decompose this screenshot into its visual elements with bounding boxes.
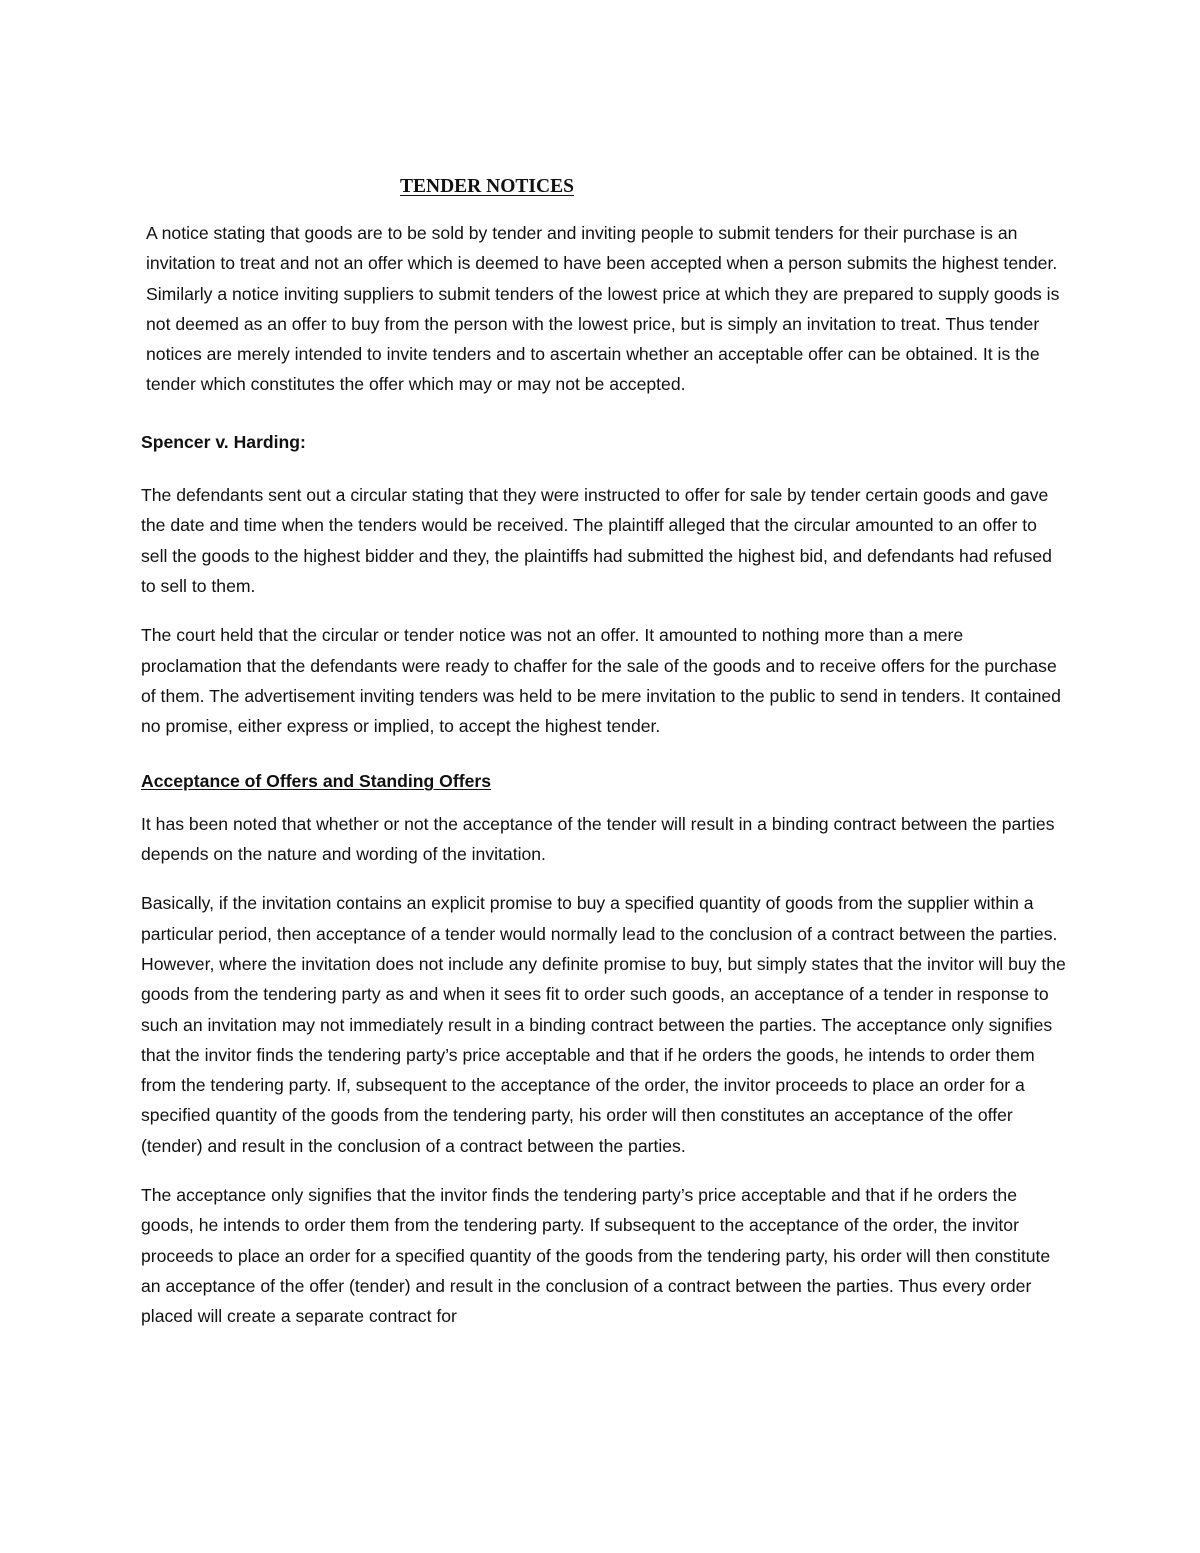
section-intro-paragraph: It has been noted that whether or not the acceptance of the tender will result in a binding contract between the parties depends on the nature and wording of the invitation. [141,813,1055,865]
intro-paragraph: A notice stating that goods are to be sold by tender and inviting people to submit tenders for their purchase is an invitation to treat and not an offer which is deemed to have been accepted when a person submits the highest tender. Similarly a notice inviting suppliers to submit tenders of the lowest price at which they are prepared to supply goods is not deemed as an offer to buy from the person with the lowest price, but is simply an invitation to treat. Thus tender notices are merely intended to invite tenders and to ascertain whether an acceptable offer can be obtained. It is the tender which constitutes the offer which may or may not be accepted. [146,223,1060,395]
section-final-paragraph: The acceptance only signifies that the invitor finds the tendering party’s price acceptable and that if he orders the goods, he intends to order them from the tendering party. If subsequent to the acceptance of the order, the invitor proceeds to place an order for a specified quantity of the goods from the tendering party, his order will then constitute an acceptance of the offer (tender) and result in the conclusion of a contract between the parties. Thus every order placed will create a separate contract for [141,1185,1051,1327]
document-title: TENDER NOTICES [400,176,574,197]
document-body [141,172,1066,1332]
case-facts-paragraph: The defendants sent out a circular stating that they were instructed to offer for sale by tender certain goods and gave the date and time when the tenders would be received. The plaintiff alleged that the circular amounted to an offer to sell the goods to the highest bidder and they, the plaintiffs had submitted the highest bid, and defendants had refused to sell to them. [141,485,1052,596]
section-basically-paragraph: Basically, if the invitation contains an explicit promise to buy a specified quantity of goods from the supplier within a particular period, then acceptance of a tender would normally lead to the conclusion of a contract between the parties. However, where the invitation does not include any definite promise to buy, but simply states that the invitor will buy the goods from the tendering party as and when it sees fit to order such goods, an acceptance of a tender in response to such an invitation may not immediately result in a binding contract between the parties. The acceptance only signifies that the invitor finds the tendering party’s price acceptable and that if he orders the goods, he intends to order them from the tendering party. If, subsequent to the acceptance of the order, the invitor proceeds to place an order for a specified quantity of the goods from the tendering party, his order will then constitutes an acceptance of the offer (tender) and result in the conclusion of a contract between the parties. [141,893,1066,1156]
case-holding-paragraph: The court held that the circular or tender notice was not an offer. It amounted to nothing more than a mere proclamation that the defendants were ready to chaffer for the sale of the goods and to receive offers for the purchase of them. The advertisement inviting tenders was held to be mere invitation to the public to send in tenders. It contained no promise, either express or implied, to accept the highest tender. [141,625,1061,737]
section-heading: Acceptance of Offers and Standing Offers [141,771,491,792]
case-heading: Spencer v. Harding: [141,431,306,452]
